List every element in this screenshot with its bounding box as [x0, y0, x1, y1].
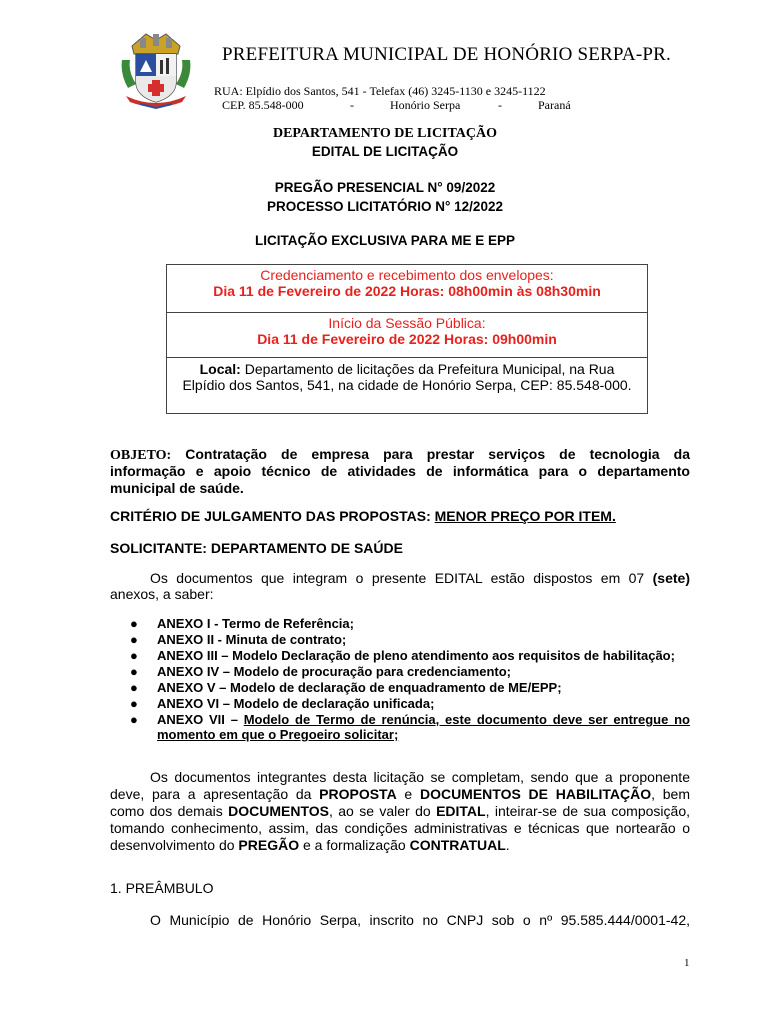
header-dash-1: -	[350, 98, 354, 112]
header-address: RUA: Elpídio dos Santos, 541 - Telefax (46) 3245-1130 e 3245-1122	[214, 84, 546, 98]
bullet: ●	[130, 680, 138, 695]
habilitacao-term: DOCUMENTOS DE HABILITAÇÃO	[419, 786, 652, 802]
credenciamento-date: Dia 11 de Fevereiro de 2022 Horas: 08h00min às 08h30min	[213, 283, 601, 299]
department-heading: DEPARTAMENTO DE LICITAÇÃO	[272, 126, 498, 141]
processo-heading: PROCESSO LICITATÓRIO N° 12/2022	[267, 199, 503, 214]
header-cep: CEP. 85.548-000	[222, 98, 304, 112]
criterio-value: MENOR PREÇO POR ITEM.	[434, 508, 616, 524]
preambulo-text: O Município de Honório Serpa, inscrito no CNPJ sob o nº 95.585.444/0001-42,	[150, 912, 690, 928]
box-divider	[167, 312, 647, 313]
box-divider	[167, 357, 647, 358]
objeto-text: Contratação de empresa para prestar serviços de tecnologia da	[171, 446, 690, 462]
header-city: Honório Serpa	[390, 98, 461, 112]
solicitante-line: SOLICITANTE: DEPARTAMENTO DE SAÚDE	[110, 540, 403, 556]
objeto-line-2: informação e apoio técnico de atividades de informática para o departamento	[110, 463, 690, 479]
credenciamento-label: Credenciamento e recebimento dos envelopes:	[260, 267, 554, 283]
bullet: ●	[130, 664, 138, 679]
local-text: Departamento de licitações da Prefeitura Municipal, na Rua	[240, 361, 615, 377]
integrantes-line-3: como dos demais DOCUMENTOS, ao se valer do EDITAL, inteirar-se de sua composição,	[110, 803, 690, 819]
anexos-intro-text: Os documentos que integram o presente EDITAL estão dispostos em 07	[150, 570, 653, 586]
criterio-line	[110, 508, 690, 525]
documentos-term: DOCUMENTOS	[228, 803, 329, 819]
integrantes-line-4: tomando conhecimento, assim, das condições administrativas e técnicas que nortearão o	[110, 820, 690, 836]
objeto-line-3: municipal de saúde.	[110, 480, 244, 496]
anexos-count: (sete)	[652, 570, 690, 586]
integrantes-line-2: deve, para a apresentação da PROPOSTA e DOCUMENTOS DE HABILITAÇÃO, bem	[110, 786, 691, 802]
pregao-heading: PREGÃO PRESENCIAL N° 09/2022	[274, 180, 496, 195]
header-state: Paraná	[538, 98, 571, 112]
anexo-item-text: ANEXO IV – Modelo de procuração para credenciamento;	[157, 664, 511, 679]
objeto-line-1	[110, 446, 690, 464]
anexo-item-text: ANEXO I - Termo de Referência;	[157, 616, 354, 631]
anexos-intro-line-1	[150, 570, 690, 587]
schedule-box	[166, 264, 648, 414]
local-line-2: Elpídio dos Santos, 541, na cidade de Honório Serpa, CEP: 85.548-000.	[182, 377, 632, 393]
proposta-term: PROPOSTA	[319, 786, 397, 802]
anexo-item-text: ANEXO VI – Modelo de declaração unificada;	[157, 696, 435, 711]
edital-term: EDITAL	[436, 803, 486, 819]
anexo-item-text: ANEXO V – Modelo de declaração de enquadramento de ME/EPP;	[157, 680, 562, 695]
anexo-item-text: ANEXO II - Minuta de contrato;	[157, 632, 347, 647]
sessao-label: Início da Sessão Pública:	[328, 315, 486, 331]
integrantes-line-1: Os documentos integrantes desta licitação se completam, sendo que a proponente	[150, 769, 690, 785]
preambulo-heading	[110, 880, 690, 897]
anexo-vii-text-1: Modelo de Termo de renúncia, este documento deve ser entregue no	[243, 712, 690, 727]
bullet: ●	[130, 712, 138, 727]
bullet: ●	[130, 616, 138, 631]
header-dash-2: -	[498, 98, 502, 112]
page-number: 1	[684, 957, 690, 969]
bullet: ●	[130, 696, 138, 711]
local-label: Local:	[199, 361, 241, 377]
bullet: ●	[130, 648, 138, 663]
sessao-date: Dia 11 de Fevereiro de 2022 Horas: 09h00min	[257, 331, 557, 347]
local-line-1	[167, 361, 647, 377]
criterio-label: CRITÉRIO DE JULGAMENTO DAS PROPOSTAS:	[110, 508, 435, 524]
exclusiva-heading: LICITAÇÃO EXCLUSIVA PARA ME E EPP	[254, 233, 516, 248]
bullet: ●	[130, 632, 138, 647]
pregao-term: PREGÃO	[238, 837, 300, 853]
municipal-crest-logo	[118, 24, 194, 110]
preambulo-title: 1. PREÂMBULO	[110, 880, 214, 896]
anexo-item-text: ANEXO III – Modelo Declaração de pleno atendimento aos requisitos de habilitação;	[157, 648, 675, 663]
integrantes-line-5: desenvolvimento do PREGÃO e a formalização CONTRATUAL.	[110, 837, 510, 853]
anexo-vii-text-2: momento em que o Pregoeiro solicitar;	[157, 727, 399, 742]
anexos-intro-line-2: anexos, a saber:	[110, 586, 214, 602]
header-title: PREFEITURA MUNICIPAL DE HONÓRIO SERPA-PR.	[222, 44, 671, 65]
edital-heading: EDITAL DE LICITAÇÃO	[311, 144, 459, 159]
anexo-vii-prefix: ANEXO VII –	[157, 712, 244, 727]
contratual-term: CONTRATUAL	[409, 837, 506, 853]
objeto-label: OBJETO:	[110, 448, 172, 463]
